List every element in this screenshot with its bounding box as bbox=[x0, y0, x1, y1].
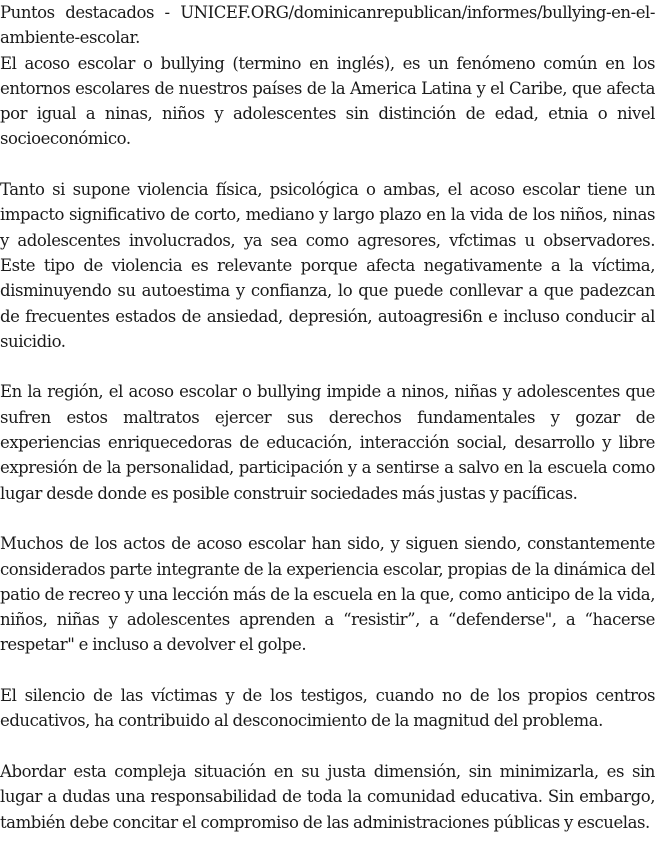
paragraph-intro: El acoso escolar o bullying (termino en inglés), es un fenómeno común en los entornos escolares de nuestros países de la America Latina y el Caribe, que afecta por igual a ninas, niños y adolescentes sin distinción de edad, etnia o nivel socioeconómico. bbox=[0, 53, 655, 149]
paragraph-normalization: Muchos de los actos de acoso escolar han sido, y siguen siendo, constantemente considerados parte integrante de la experiencia escolar, propias de la dinámica del patio de recreo y una lección más de la escuela en la que, como anticipo de la vida, niños, niñas y adolescentes aprenden a “resistir”, a “defenderse", a “hacerse respetar" e incluso a devolver el golpe. bbox=[0, 534, 655, 655]
paragraph-impact: Tanto si supone violencia física, psicológica o ambas, el acoso escolar tiene un impacto significativo de corto, mediano y largo plazo en la vida de los niños, ninas y adolescentes involucrados, ya sea como agresores, vfctimas u observadores. Este tipo de violencia es relevante porque afecta negativamente a la víctima, disminuyendo su autoestima y confianza, lo que puede conllevar a que padezcan de frecuentes estados de ansiedad, depresión, autoagresi6n e incluso conducir al suicidio. bbox=[0, 180, 655, 351]
paragraph-region: En la región, el acoso escolar o bullying impide a ninos, niñas y adolescentes que sufren estos maltratos ejercer sus derechos fundamentales y gozar de experiencias enriquecedoras de educación, interacción social, desarrollo y libre expresión de la personalidad, participación y a sentirse a salvo en la escuela como lugar desde donde es posible construir sociedades más justas y pacíficas. bbox=[0, 382, 655, 503]
source-header: Puntos destacados - UNICEF.ORG/dominicanrepublican/informes/bullying-en-el-ambiente-escolar. bbox=[0, 3, 655, 48]
paragraph-responsibility: Abordar esta compleja situación en su justa dimensión, sin minimizarla, es sin lugar a dudas una responsabilidad de toda la comunidad educativa. Sin embargo, también debe concitar el compromiso de las administraciones públicas y escuelas. bbox=[0, 761, 655, 832]
paragraph-silence: El silencio de las víctimas y de los testigos, cuando no de los propios centros educativos, ha contribuido al desconocimiento de la magnitud del problema. bbox=[0, 686, 655, 731]
